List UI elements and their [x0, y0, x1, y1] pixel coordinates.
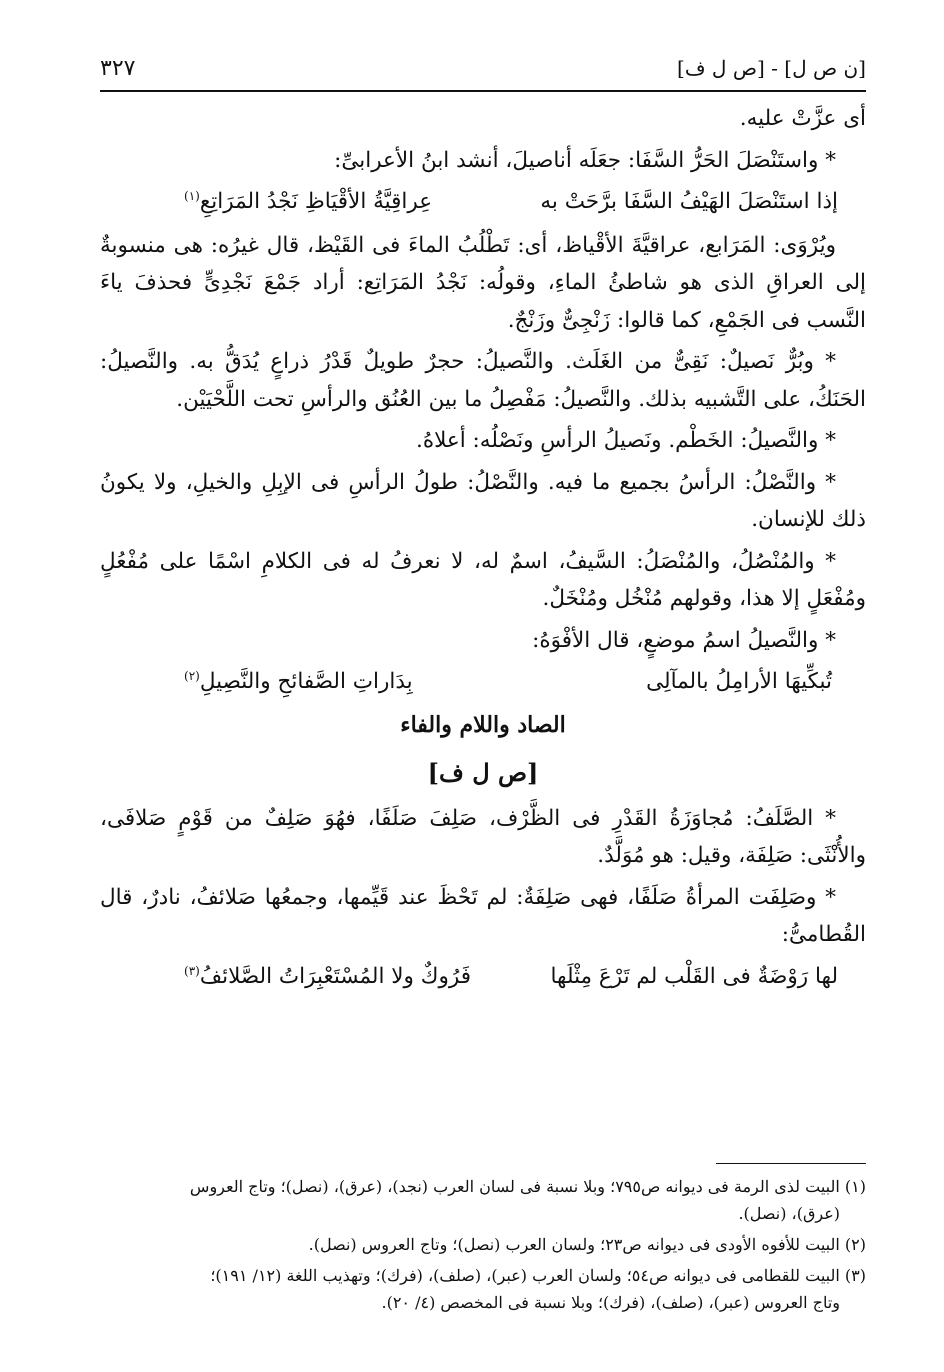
- paragraph: * الصَّلَفُ: مُجاوَزَةُ القَدْرِ فى الظَّرْف، صَلِفَ صَلَفًا، فهُوَ صَلِفٌ من قَوْمٍ صَلافَى، والأُنْثَى: صَلِفَة، وقيل: هو مُوَلَّدٌ.: [100, 805, 866, 868]
- section-title: الصاد واللام والفاء: [400, 711, 566, 738]
- verse-line: [100, 663, 866, 701]
- footnote-text: (١) البيت لذى الرمة فى ديوانه ص٧٩٥؛ وبلا نسبة فى لسان العرب (نجد)، (عرق)، (نصل)؛ وتاج العروس: [189, 1177, 866, 1196]
- verse-second-hemistich: [184, 183, 432, 221]
- footnote: [100, 1173, 866, 1227]
- verse-line: [100, 183, 866, 221]
- verse-text: بِدَاراتِ الصَّفائحِ والنَّصِيلِ: [199, 669, 413, 694]
- footnote-text: (٣) البيت للقطامى فى ديوانه ص٥٤؛ ولسان العرب (عبر)، (صلف)، (فرك)؛ وتهذيب اللغة (١٢/ ١٩١)؛: [210, 1266, 866, 1285]
- verse-line: [100, 958, 866, 996]
- paragraph: * والمُنْصُلُ، والمُنْصَلُ: السَّيفُ، اسمٌ له، لا نعرفُ له فى الكلامِ اسْمًا على مُفْعُلٍ ومُفْعَلٍ إلا هذا، وقولهم مُنْخُل ومُنْخَلٌ.: [100, 548, 866, 611]
- page-number: ٣٢٧: [100, 56, 136, 81]
- paragraph: * والنَّصْلُ: الرأسُ بجميع ما فيه. والنَّصْلُ: طولُ الرأسِ فى الإبِلِ والخيلِ، ولا يكونُ ذلك للإنسان.: [100, 469, 866, 532]
- verse-second-hemistich: [184, 663, 413, 701]
- paragraph: * والنَّصيلُ: الخَطْم. ونَصيلُ الرأسِ ونَصْلُه: أعلاهُ.: [415, 428, 836, 453]
- footnote-divider: [716, 1163, 866, 1164]
- footnote-ref: (٣): [184, 963, 200, 978]
- paragraph: ويُرْوَى: المَرَابع، عراقيَّةَ الأقْياظ، أى: تَطْلُبُ الماءَ فى القَيْظ، قال غيرُه: هى منسوبةٌ إلى العراقِ الذى هو شاطئُ الماءِ، وقولُه: نَجْدُ المَرَاتِع: أراد جَمْعَ نَجْدِىٍّ فحذفَ ياءَ النَّسب فى الجَمْعِ، كما قالوا: زَنْجِىٌّ وزَنْجٌ.: [100, 232, 866, 333]
- verse-text: عِراقِيَّةُ الأقْيَاظِ نَجْدُ المَرَاتِعِ: [199, 189, 433, 214]
- paragraph: * واستَنْصَلَ الحَرُّ السَّفَا: جعَلَه أناصيلَ، أنشد ابنُ الأعرابىِّ:: [334, 147, 836, 173]
- paragraph: * وبُرٌّ نَصيلٌ: نَقِىٌّ من الغَلَث. والنَّصيلُ: حجرٌ طويلٌ قَدْرُ ذراعٍ يُدَقُّ به. والنَّصيلُ: الحَنَكُ، على التَّشبيه بذلك. والنَّصيلُ: مَفْصِلُ ما بين العُنُق والرأسِ تحت اللَّحْيَيْن.: [100, 349, 866, 412]
- page-header: [100, 54, 866, 92]
- verse-first-hemistich: إذا استَنْصَلَ الهَيْفُ السَّفَا برَّحَتْ به: [540, 189, 838, 214]
- paragraph: أى عزَّتْ عليه.: [739, 106, 866, 131]
- root-heading: [ص ل ف]: [427, 758, 539, 787]
- footnote-continuation: (عرق)، (نصل).: [738, 1204, 840, 1223]
- verse-second-hemistich: [184, 958, 471, 996]
- running-head: [ن ص ل] - [ص ل ف]: [677, 56, 866, 80]
- verse-first-hemistich: تُبكِّيهَا الأرامِلُ بالمآلِى: [646, 669, 832, 694]
- verse-first-hemistich: لها رَوْضَةٌ فى القَلْب لم تَرْعَ مِثْلَها: [550, 963, 838, 989]
- verse-text: فَرُوكٌ ولا المُسْتَعْبِرَاتُ الصَّلائفُ: [199, 963, 472, 989]
- footnote-continuation: وتاج العروس (عبر)، (صلف)، (فرك)؛ وبلا نسبة فى المخصص (٤/ ٢٠).: [381, 1293, 840, 1312]
- footnotes: [100, 1173, 866, 1320]
- footnote: [100, 1262, 866, 1316]
- paragraph: * والنَّصيلُ اسمُ موضعٍ، قال الأفْوَهُ:: [532, 627, 836, 653]
- paragraph: * وصَلِفَت المرأةُ صَلَفًا، فهى صَلِفَةٌ: لم تَحْظَ عند قَيِّمها، وجمعُها صَلائفُ، نادرٌ، قال القُطامىُّ:: [100, 884, 866, 947]
- footnote: (٢) البيت للأفوه الأودى فى ديوانه ص٢٣؛ ولسان العرب (نصل)؛ وتاج العروس (نصل).: [308, 1235, 866, 1254]
- main-text: [100, 100, 866, 1001]
- footnote-ref: (١): [184, 188, 200, 203]
- footnote-ref: (٢): [184, 668, 200, 683]
